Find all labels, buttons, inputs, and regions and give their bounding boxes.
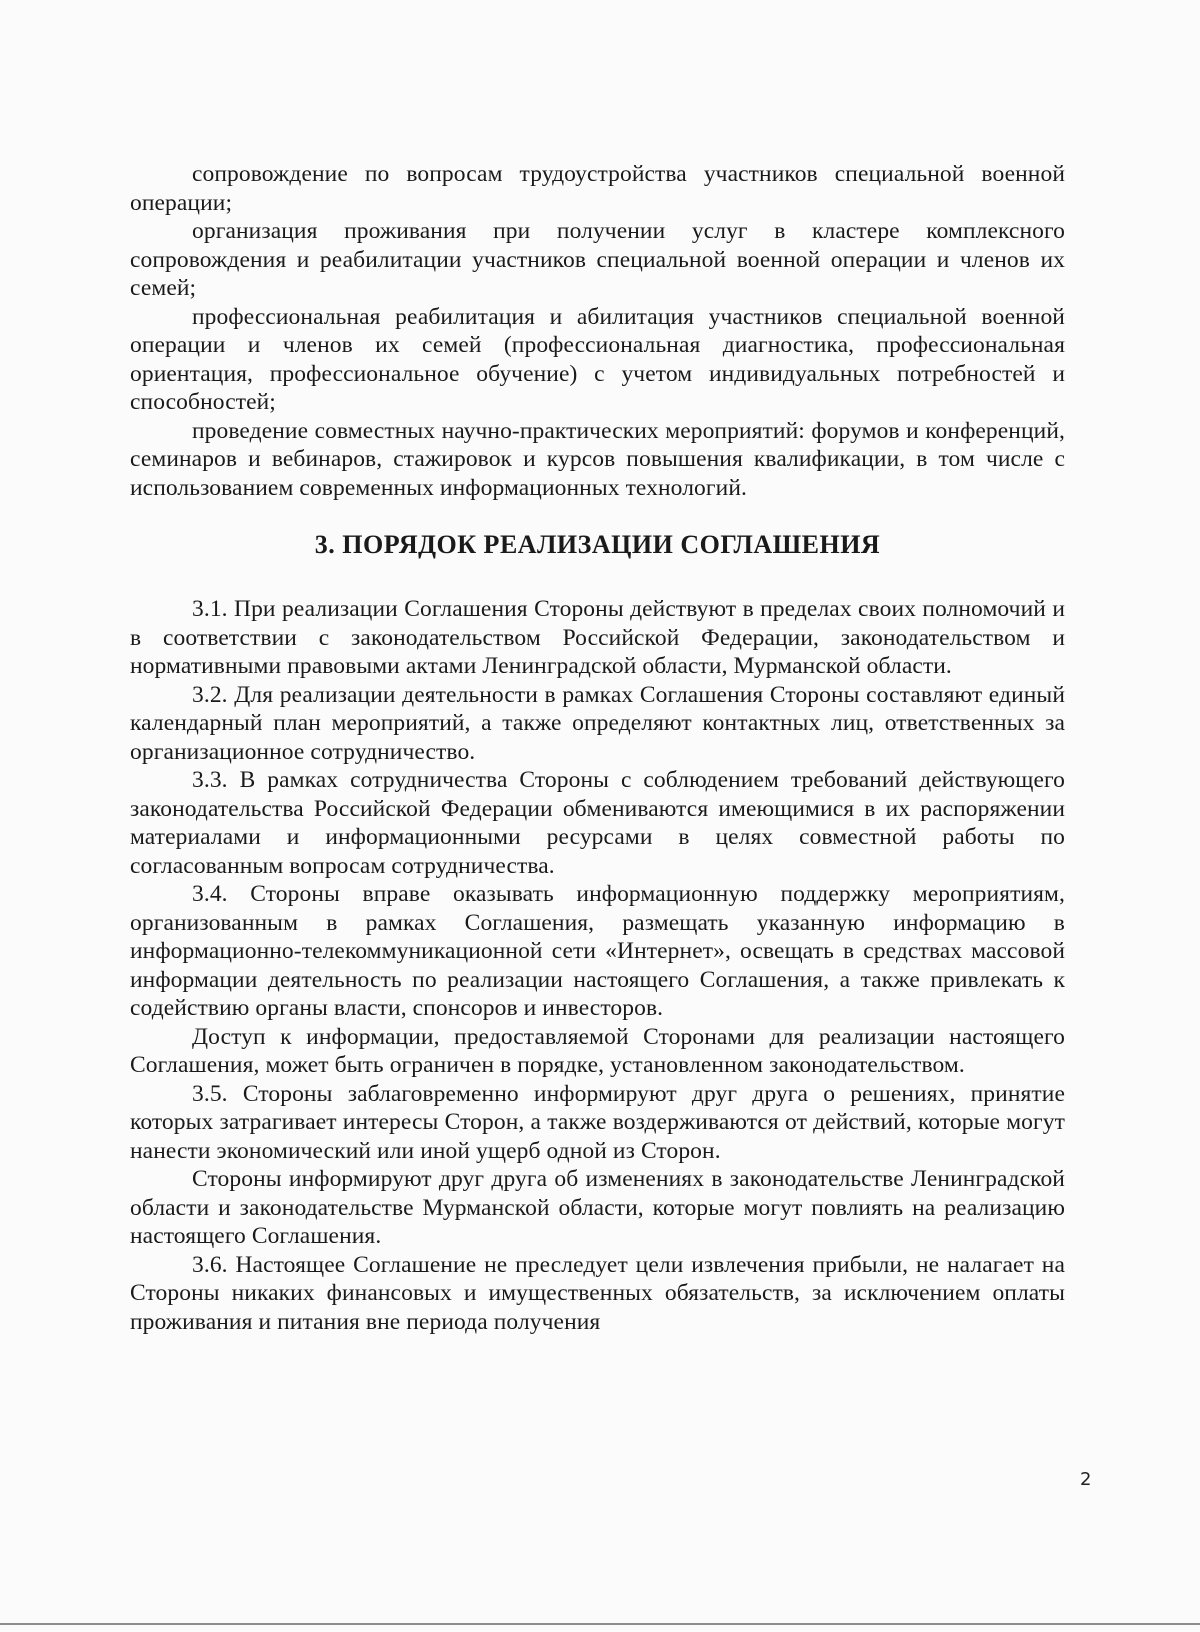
paragraph-accommodation: организация проживания при получении услуг в кластере комплексного сопровождения и реабилитации участников специальной военной операции и членов их семей; — [130, 218, 1065, 301]
clause-3-5-inform: Стороны информируют друг друга об изменениях в законодательстве Ленинградской области и законодательстве Мурманской области, которые могут повлиять на реализацию настоящего Соглашения. — [130, 1166, 1065, 1249]
scan-edge-line — [0, 1623, 1200, 1625]
clause-3-6: 3.6. Настоящее Соглашение не преследует цели извлечения прибыли, не налагает на Стороны никаких финансовых и имущественных обязательств, за исключением оплаты проживания и питания вне периода получения — [130, 1251, 1065, 1335]
clause-3-2: 3.2. Для реализации деятельности в рамках Соглашения Стороны составляют единый календарный план мероприятий, а также определяют контактных лиц, ответственных за организационное сотрудничество. — [130, 681, 1065, 765]
clause-3-4: 3.4. Стороны вправе оказывать информационную поддержку мероприятиям, организованным в рамках Соглашения, размещать указанную информацию в информационно-телекоммуникационной сети «Интернет», освещать в средствах массовой информации деятельность по реализации настоящего Соглашения, а также привлекать к содействию органы власти, спонсоров и инвесторов. — [130, 881, 1065, 1021]
clause-3-1: 3.1. При реализации Соглашения Стороны действуют в пределах своих полномочий и в соответствии с законодательством Российской Федерации, законодательством и нормативными правовыми актами Ленинградской области, Мурманской области. — [130, 596, 1065, 679]
section-title: 3. ПОРЯДОК РЕАЛИЗАЦИИ СОГЛАШЕНИЯ — [314, 530, 881, 559]
document-body — [130, 160, 1065, 1336]
page-number: 2 — [1080, 1469, 1092, 1490]
clause-3-3: 3.3. В рамках сотрудничества Стороны с соблюдением требований действующего законодательства Российской Федерации обмениваются имеющимися в их распоряжении материалами и информационными ресурсами в целях совместной работы по согласованным вопросам сотрудничества. — [130, 767, 1065, 879]
paragraph-employment-support: сопровождение по вопросам трудоустройства участников специальной военной операции; — [130, 161, 1065, 216]
paragraph-joint-events: проведение совместных научно-практических мероприятий: форумов и конференций, семинаров и вебинаров, стажировок и курсов повышения квалификации, в том числе с использованием современных информационных технологий. — [130, 417, 1065, 501]
paragraph-rehabilitation: профессиональная реабилитация и абилитация участников специальной военной операции и членов их семей (профессиональная диагностика, профессиональная ориентация, профессиональное обучение) с учетом индивидуальных потребностей и способностей; — [130, 303, 1065, 415]
clause-3-5: 3.5. Стороны заблаговременно информируют друг друга о решениях, принятие которых затрагивает интересы Сторон, а также воздерживаются от действий, которые могут нанести экономический или иной ущерб одной из Сторон. — [130, 1080, 1065, 1164]
clause-3-4-access: Доступ к информации, предоставляемой Сторонами для реализации настоящего Соглашения, может быть ограничен в порядке, установленном законодательством. — [130, 1023, 1065, 1078]
